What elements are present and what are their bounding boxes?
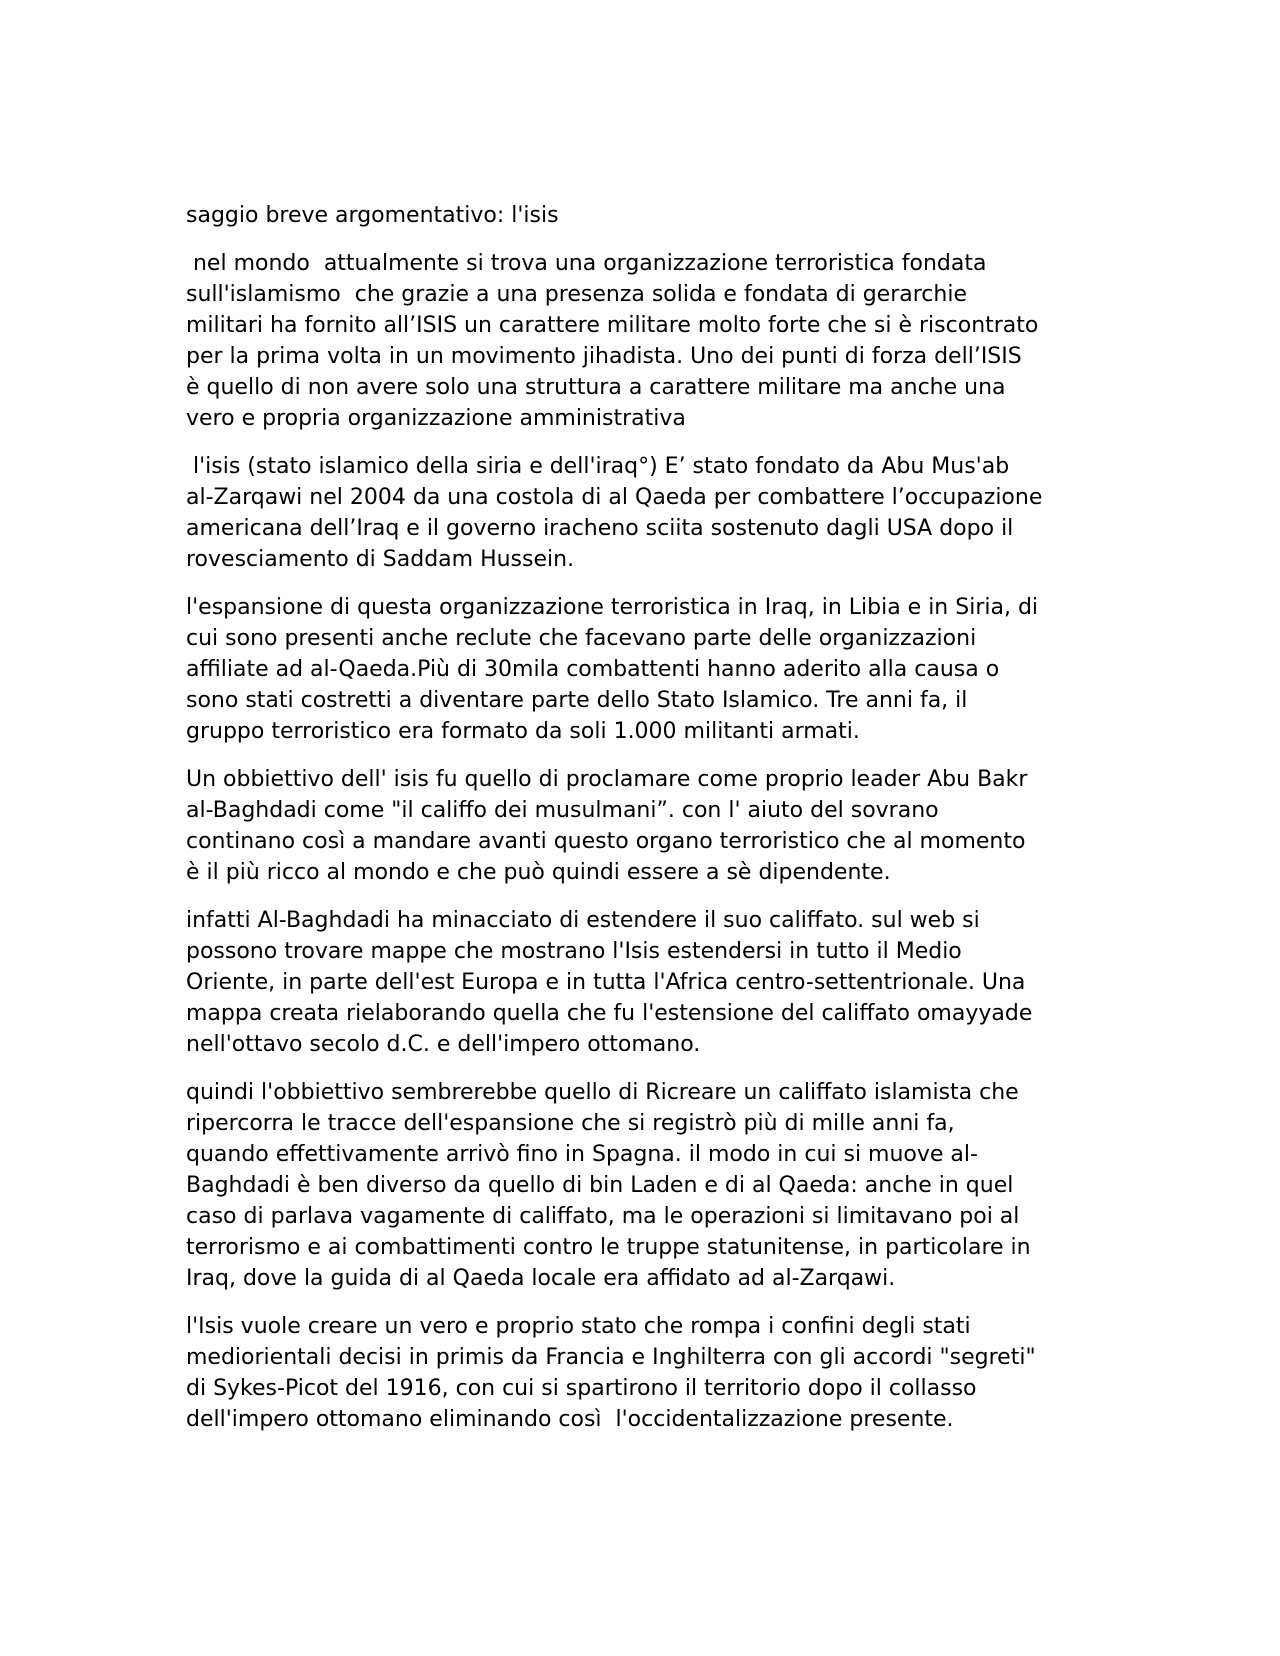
text-line: continano così a mandare avanti questo organo terroristico che al momento [186, 829, 1026, 854]
text-line: rovesciamento di Saddam Hussein. [186, 547, 575, 572]
text-line: caso di parlava vagamente di califfato, ma le operazioni si limitavano poi al [186, 1204, 1020, 1229]
paragraph [186, 451, 1098, 575]
text-line: militari ha fornito all’ISIS un carattere militare molto forte che si è riscontrato [186, 313, 1039, 338]
text-line: terrorismo e ai combattimenti contro le truppe statunitense, in particolare in [186, 1235, 1031, 1260]
text-line: l'Isis vuole creare un vero e proprio stato che rompa i confini degli stati [186, 1314, 971, 1339]
text-line: Baghdadi è ben diverso da quello di bin Laden e di al Qaeda: anche in quel [186, 1173, 1014, 1198]
text-line: nel mondo attualmente si trova una organizzazione terroristica fondata [186, 251, 987, 276]
document-title: saggio breve argomentativo: l'isis [186, 203, 559, 228]
text-line: l'isis (stato islamico della siria e dell'iraq°) E’ stato fondato da Abu Mus'ab [186, 454, 1010, 479]
paragraph [186, 248, 1098, 434]
text-line: mediorientali decisi in primis da Francia e Inghilterra con gli accordi "segreti" [186, 1345, 1036, 1370]
text-line: americana dell’Iraq e il governo iracheno sciita sostenuto dagli USA dopo il [186, 516, 1014, 541]
text-line: affiliate ad al-Qaeda.Più di 30mila combattenti hanno aderito alla causa o [186, 657, 1000, 682]
paragraph-list [186, 248, 1098, 1435]
text-line: mappa creata rielaborando quella che fu l'estensione del califfato omayyade [186, 1001, 1033, 1026]
text-line: nell'ottavo secolo d.C. e dell'impero ottomano. [186, 1032, 701, 1057]
document-body [186, 200, 1098, 1452]
text-line: sull'islamismo che grazie a una presenza solida e fondata di gerarchie [186, 282, 967, 307]
text-line: l'espansione di questa organizzazione terroristica in Iraq, in Libia e in Siria, di [186, 595, 1039, 620]
text-line: quindi l'obbiettivo sembrerebbe quello di Ricreare un califfato islamista che [186, 1080, 1019, 1105]
text-line: Un obbiettivo dell' isis fu quello di proclamare come proprio leader Abu Bakr [186, 767, 1028, 792]
text-line: sono stati costretti a diventare parte dello Stato Islamico. Tre anni fa, il [186, 688, 968, 713]
text-line: gruppo terroristico era formato da soli 1.000 militanti armati. [186, 719, 860, 744]
text-line: quando effettivamente arrivò fino in Spagna. il modo in cui si muove al- [186, 1142, 978, 1167]
paragraph [186, 764, 1098, 888]
paragraph [186, 1077, 1098, 1294]
text-line: cui sono presenti anche reclute che facevano parte delle organizzazioni [186, 626, 977, 651]
text-line: è il più ricco al mondo e che può quindi essere a sè dipendente. [186, 860, 891, 885]
text-line: al-Zarqawi nel 2004 da una costola di al Qaeda per combattere l’occupazione [186, 485, 1043, 510]
text-line: Iraq, dove la guida di al Qaeda locale era affidato ad al-Zarqawi. [186, 1266, 896, 1291]
text-line: infatti Al-Baghdadi ha minacciato di estendere il suo califfato. sul web si [186, 908, 980, 933]
text-line: dell'impero ottomano eliminando così l'occidentalizzazione presente. [186, 1407, 954, 1432]
text-line: per la prima volta in un movimento jihadista. Uno dei punti di forza dell’ISIS [186, 344, 1022, 369]
paragraph [186, 1311, 1098, 1435]
text-line: di Sykes-Picot del 1916, con cui si spartirono il territorio dopo il collasso [186, 1376, 977, 1401]
text-line: è quello di non avere solo una struttura a carattere militare ma anche una [186, 375, 1006, 400]
text-line: ripercorra le tracce dell'espansione che si registrò più di mille anni fa, [186, 1111, 955, 1136]
paragraph [186, 592, 1098, 747]
text-line: vero e propria organizzazione amministrativa [186, 406, 686, 431]
text-line: al-Baghdadi come "il califfo dei musulmani”. con l' aiuto del sovrano [186, 798, 939, 823]
text-line: possono trovare mappe che mostrano l'Isis estendersi in tutto il Medio [186, 939, 962, 964]
paragraph [186, 905, 1098, 1060]
text-line: Oriente, in parte dell'est Europa e in tutta l'Africa centro-settentrionale. Una [186, 970, 1026, 995]
